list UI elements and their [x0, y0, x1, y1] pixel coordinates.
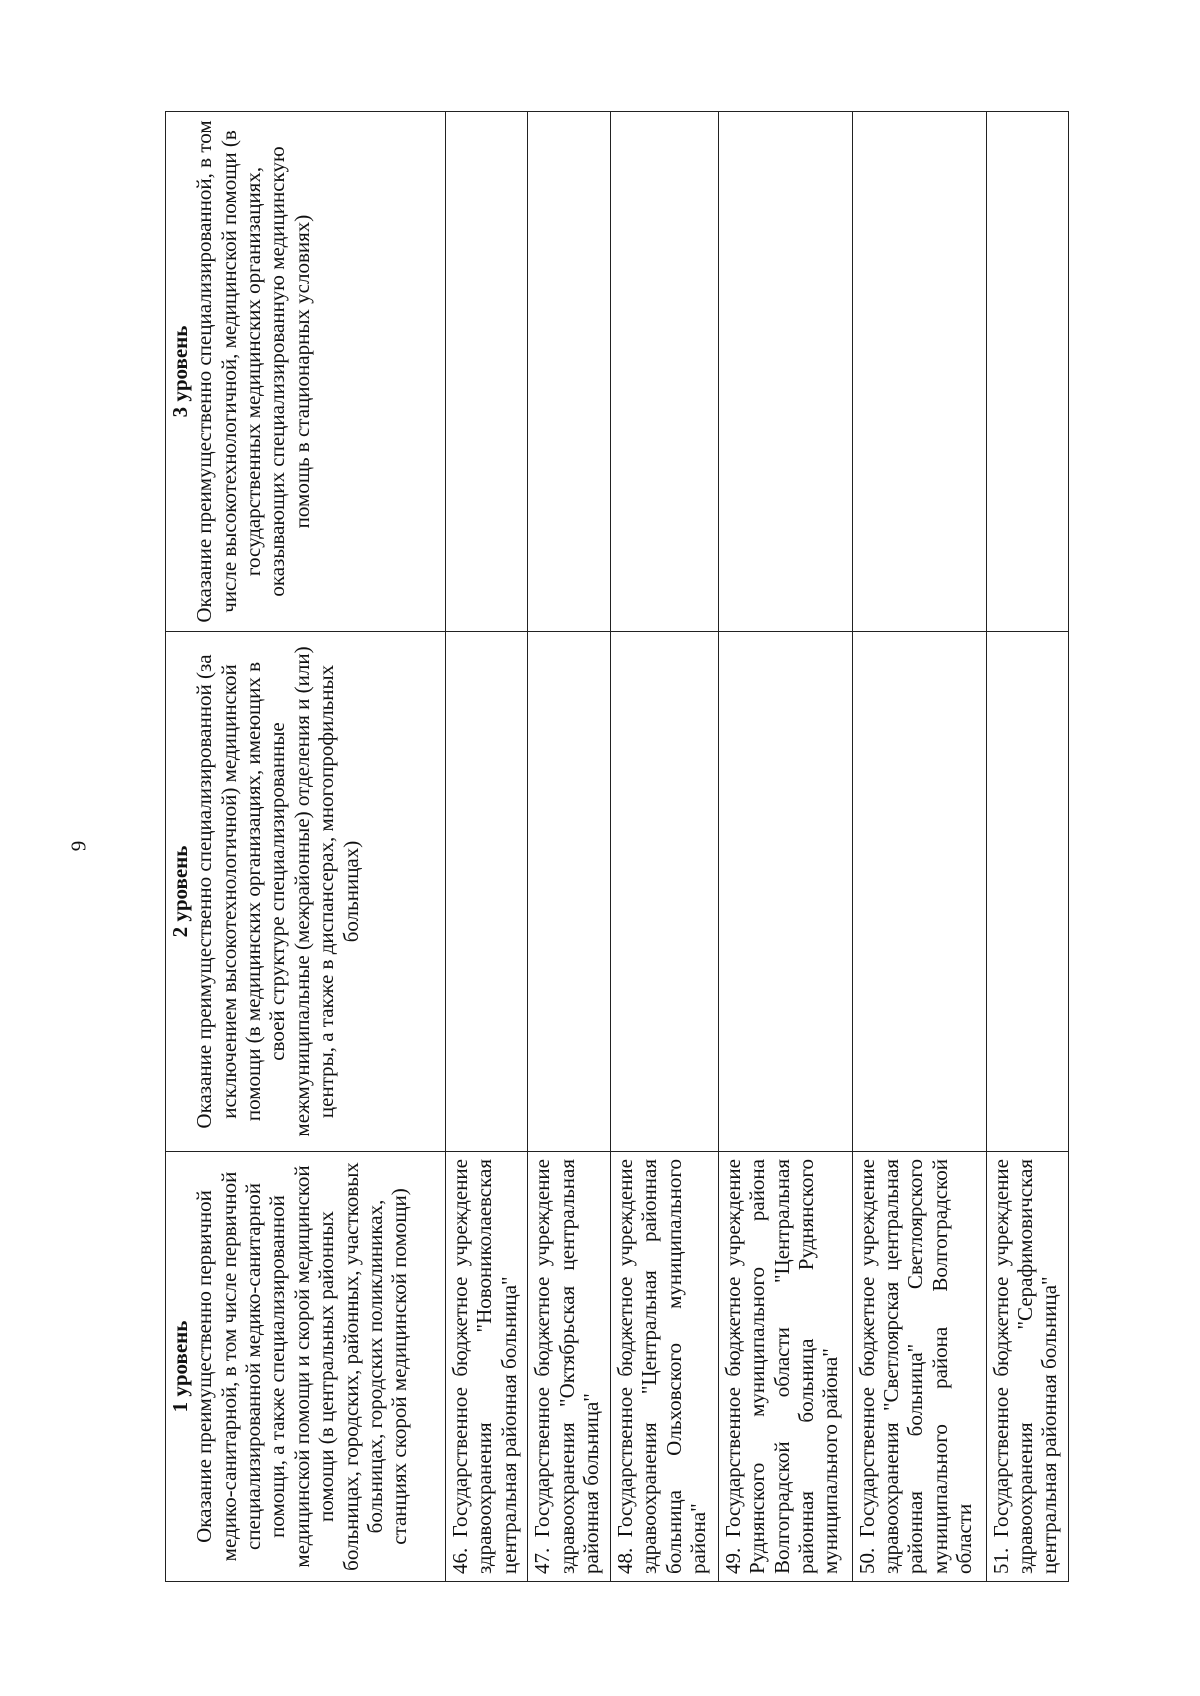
level-title: 3 уровень	[168, 325, 192, 418]
level-title: 2 уровень	[168, 845, 192, 938]
level-1-organization: 49. Государственное бюджетное учреждение Руднянского муниципального района Волгоградской области "Центральная районная больница Руднянского муниципального района"	[718, 1152, 852, 1582]
table-row	[986, 112, 1068, 1582]
rotated-table-container	[165, 112, 1069, 1582]
level-description: Оказание преимущественно специализированной, в том числе высокотехнологичной, медицинской помощи (в государственных медицинских организациях, оказывающих специализированную медицинскую помощь в стационарных условиях)	[192, 120, 314, 623]
table-row	[446, 112, 528, 1582]
level-2-cell	[852, 632, 986, 1152]
level-3-cell	[610, 112, 718, 632]
level-3-cell	[446, 112, 528, 632]
level-3-cell	[986, 112, 1068, 632]
table-header-row	[166, 112, 446, 1582]
level-3-cell	[528, 112, 610, 632]
level-2-cell	[718, 632, 852, 1152]
level-title: 1 уровень	[168, 1320, 192, 1413]
level-2-cell	[986, 632, 1068, 1152]
level-3-cell	[718, 112, 852, 632]
table-row	[610, 112, 718, 1582]
level-1-organization: 51. Государственное бюджетное учреждение здравоохранения "Серафимовичская центральная районная больница"	[986, 1152, 1068, 1582]
level-1-organization: 47. Государственное бюджетное учреждение здравоохранения "Октябрьская центральная районная больница"	[528, 1152, 610, 1582]
table-row	[718, 112, 852, 1582]
level-2-cell	[610, 632, 718, 1152]
header-level-2	[166, 632, 446, 1152]
page-number: 9	[66, 840, 91, 852]
table-row	[528, 112, 610, 1582]
level-1-organization: 48. Государственное бюджетное учреждение здравоохранения "Центральная районная больница Ольховского муниципального района"	[610, 1152, 718, 1582]
care-levels-table	[165, 111, 1069, 1582]
level-1-organization: 50. Государственное бюджетное учреждение здравоохранения "Светлоярская центральная районная больница" Светлоярского муниципального района Волгоградской области	[852, 1152, 986, 1582]
level-2-cell	[528, 632, 610, 1152]
level-description: Оказание преимущественно специализированной (за исключением высокотехнологичной) медицинской помощи (в медицинских организациях, имеющих в своей структуре специализированные межмуниципальные (межрайонные) отделения и (или) центры, а также в диспансерах, многопрофильных больницах)	[192, 646, 363, 1137]
level-description: Оказание преимущественно первичной медико-санитарной, в том числе первичной специализированной медико-санитарной помощи, а также специализированной медицинской помощи и скорой медицинской помощи (в центральных районных больницах, городских, районных, участковых больницах, городских поликлиниках, станциях скорой медицинской помощи)	[192, 1162, 412, 1571]
table-row	[852, 112, 986, 1582]
header-level-1	[166, 1152, 446, 1582]
level-2-cell	[446, 632, 528, 1152]
header-level-3	[166, 112, 446, 632]
level-1-organization: 46. Государственное бюджетное учреждение здравоохранения "Новониколаевская центральная районная больница"	[446, 1152, 528, 1582]
level-3-cell	[852, 112, 986, 632]
